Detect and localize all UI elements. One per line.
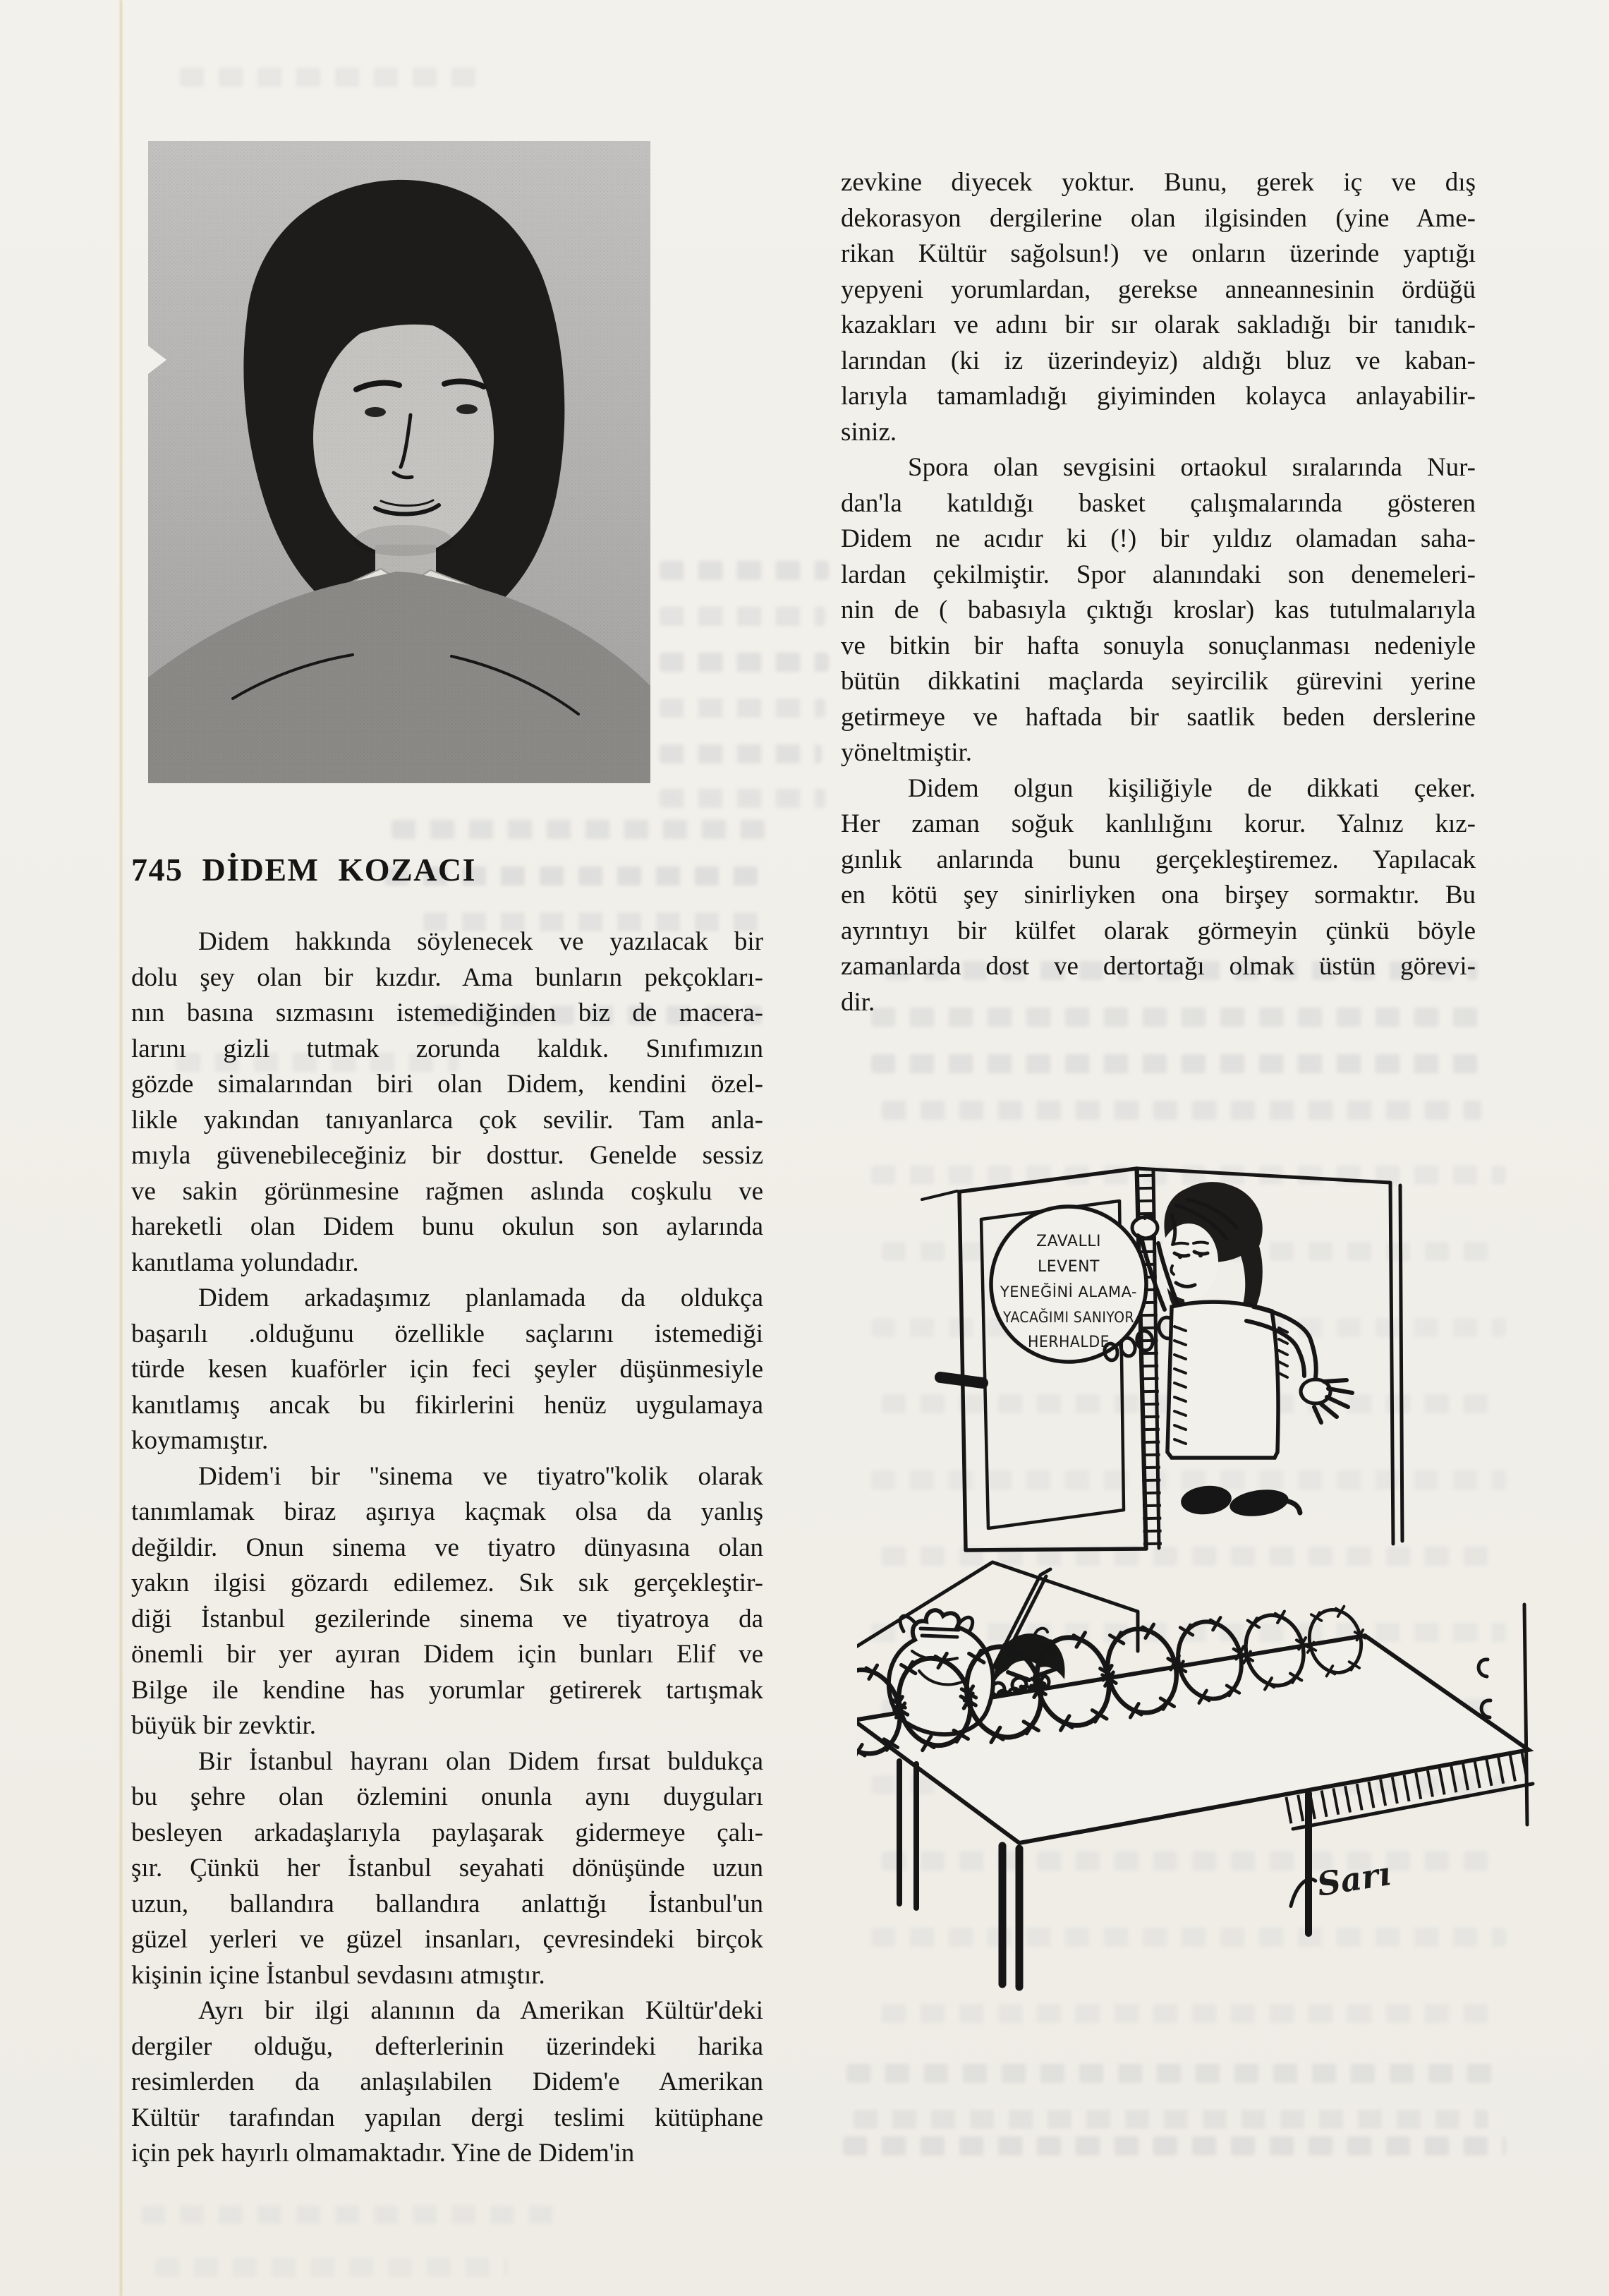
boy-hair-curl (1035, 1629, 1048, 1634)
portrait-photo-drawing (148, 141, 650, 783)
halftone-overlay (148, 141, 650, 783)
text-line: larıyla tamamladığı giyiminden kolayca anlayabilir- (841, 382, 1476, 411)
right-text-column (841, 165, 1476, 1020)
bubble-line-3: YENEĞİNİ ALAMA- (1000, 1283, 1138, 1300)
text-line: larından (ki iz üzerindeyiz) aldığı bluz ve kaban- (841, 346, 1476, 375)
text-line: Ayrı bir ilgi alanının da Amerikan Kültür'deki (198, 1996, 763, 2025)
bleed-through-text (660, 789, 825, 808)
desk-left-legs (899, 1761, 916, 1908)
text-line: önemli bir yer ayıran Didem için bunları Elif ve (131, 1640, 763, 1669)
text-line: yakın ilgisi gözardı edilemez. Sık sık gerçekleştir- (131, 1569, 763, 1597)
text-line: ayrıntıyı bir külfet olarak görmeyin çünkü böyle (841, 916, 1476, 945)
text-line: mıyla güvenebileceğiniz bir dosttur. Genelde sessiz (131, 1141, 763, 1170)
text-line: büyük bir zevktir. (131, 1711, 317, 1740)
text-line: ve bitkin bir hafta sonuyla sonuçlanması nedeniyle (841, 631, 1476, 660)
text-line: başarılı .olduğunu özellikle saçlarını istemediği (131, 1319, 763, 1348)
signature-text: Sarı (1314, 1854, 1394, 1904)
text-line: nin de ( babasıyla çıktığı kroslar) kas tutulmalarıyla (841, 596, 1476, 624)
text-line: getirmeye ve haftada bir saatlik beden derslerine (841, 702, 1476, 732)
text-line: Didem ne acıdır ki (!) bir yıldız olamadan saha- (841, 524, 1476, 553)
cartoon-illustration (857, 1115, 1545, 2046)
paragraph (131, 1993, 763, 2172)
text-line: siniz. (841, 417, 897, 447)
bleed-through-text (660, 744, 822, 763)
girl-left-pupil (1178, 1255, 1182, 1259)
girl-left-shin (1179, 1483, 1233, 1516)
text-line: dolu şey olan bir kızdır. Ama bunların pekçokları- (131, 962, 763, 992)
bleed-through-text (141, 2205, 564, 2224)
text-line: Didem arkadaşımız planlamada da oldukça (198, 1283, 763, 1312)
text-line: en kötü şey sinirliyken ona birşey sormaktır. Bu (841, 881, 1476, 910)
bleed-through-text (843, 2137, 1506, 2156)
text-line: likle yakından tanıyanlarca çok sevilir. Tam anla- (131, 1105, 763, 1135)
girl-foot (1289, 1502, 1300, 1513)
girl-right-pupil (1198, 1253, 1203, 1257)
text-line: resimlerden da anlaşılabilen Didem'e Amerikan (131, 2067, 763, 2096)
text-line: zevkine diyecek yoktur. Bunu, gerek iç ve dış (841, 168, 1476, 197)
text-line: ve sakin görünmesine rağmen aslında coşkulu ve (131, 1176, 763, 1206)
text-line: bu şehre olan özlemini onunla aynı duyguları (131, 1782, 763, 1811)
text-line: dekorasyon dergilerine olan ilgisinden (yine Ame- (841, 203, 1476, 233)
text-line: uzun, ballandıra ballandıra anlattığı İstanbul'un (131, 1889, 763, 1919)
student-portrait-photo (148, 141, 650, 783)
text-line: Bir İstanbul hayranı olan Didem fırsat buldukça (198, 1746, 763, 1776)
text-line: dergiler olduğu, defterlerinin üzerindeki harika (131, 2031, 763, 2061)
paragraph (131, 1281, 763, 1459)
bleed-through-text (846, 2064, 1502, 2083)
text-line: türde kesen kuaförler için feci şeyler düşünmesiyle (131, 1355, 763, 1384)
bubble-line-5: HERHALDE (1028, 1334, 1110, 1351)
text-line: şır. Çünkü her İstanbul seyahati dönüşünde uzun (131, 1854, 763, 1883)
bubble-line-1: ZAVALLI (1036, 1233, 1101, 1250)
bleed-through-text (391, 820, 765, 839)
text-line: yepyeni yorumlardan, gerekse anneannesinin ördüğü (841, 274, 1476, 304)
desk-front-legs (1002, 1846, 1019, 1987)
right-wall-line (1524, 1605, 1527, 1825)
text-line: Didem hakkında söylenecek ve yazılacak bir (198, 927, 763, 956)
bubble-line-4: YACAĞIMI SANIYOR (1003, 1309, 1150, 1326)
bleed-through-text (871, 1054, 1485, 1073)
wall-hooks (1479, 1660, 1490, 1717)
text-line: koymamıştır. (131, 1426, 269, 1455)
desk-fascia-edge (1293, 1784, 1533, 1829)
paragraph (131, 1459, 763, 1744)
text-line: güzel yerleri ve güzel insanları, çevresindeki birçok (131, 1925, 763, 1954)
text-line: tanımlamak biraz aşırıya kaçmak olsa da yanlış (131, 1497, 763, 1526)
left-text-column (131, 924, 763, 2172)
text-line: kazakları ve adını bir sır olarak sakladığı bir tanıdık- (841, 310, 1476, 339)
text-line: kanıtlama yolundadır. (131, 1247, 359, 1277)
paragraph (131, 1744, 763, 1994)
bleed-through-text (180, 68, 483, 87)
paragraph (841, 165, 1476, 450)
text-line: zamanlarda dost ve dertortağı olmak üstün görevi- (841, 952, 1476, 981)
text-line: Didem olgun kişiliğiyle de dikkati çeker. (908, 773, 1476, 803)
page-heading: 745 DİDEM KOZACI (131, 852, 477, 888)
text-line: Bilge ile kendine has yorumlar getirerek tartışmak (131, 1675, 763, 1705)
text-line: diği İstanbul gezilerinde sinema ve tiyatroya da (131, 1604, 763, 1633)
bleed-through-text (660, 607, 825, 626)
text-line: için pek hayırlı olmamaktadır. Yine de Didem'in (131, 2139, 635, 2168)
text-line: besleyen arkadaşlarıyla paylaşarak gidermeye çalı- (131, 1818, 763, 1847)
text-line: dan'la katıldığı basket çalışmalarında gösteren (841, 488, 1476, 518)
text-line: Her zaman soğuk kanlılığını korur. Yalnız kız- (841, 809, 1476, 838)
bleed-through-text (155, 2258, 508, 2277)
girl-figure (1132, 1182, 1352, 1520)
bleed-through-text (660, 561, 829, 580)
text-line: Didem'i bir ''sinema ve tiyatro''kolik olarak (198, 1461, 763, 1491)
door-handle (940, 1377, 983, 1383)
door-scene (922, 1168, 1402, 1550)
text-line: kanıtlamış ancak bu fikirlerini henüz uygulamaya (131, 1390, 763, 1420)
text-line: bütün dikkatini maçlarda seyircilik gürevini yerine (841, 667, 1476, 696)
text-line: rikan Kültür sağolsun!) ve onların üzerinde yaptığı (841, 239, 1476, 268)
paragraph (841, 450, 1476, 771)
bleed-through-text (854, 2110, 1488, 2129)
bleed-through-text (660, 653, 829, 672)
text-line: kişinin içine İstanbul sevdasını atmıştır. (131, 1960, 545, 1990)
text-line: nın basına sızmasını istemediğinden biz de macera- (131, 998, 763, 1027)
paragraph (841, 771, 1476, 1021)
text-line: gözde simalarından biri olan Didem, kendini özel- (131, 1070, 763, 1099)
text-line: gınlık anlarında bunu gerçekleştiremez. Yapılacak (841, 845, 1476, 874)
cartoonist-signature (1285, 1854, 1393, 1908)
desk-scene (857, 1562, 1533, 1987)
text-line: Kültür tarafından yapılan dergi teslimi kütüphane (131, 2103, 763, 2132)
text-line: larını gizli tutmak zorunda kaldık. Sınıfımızın (131, 1034, 763, 1063)
wall-edge-line (922, 1191, 957, 1200)
bleed-through-text (660, 699, 825, 718)
text-line: lardan çekilmiştir. Spor alanındaki son denemeleri- (841, 560, 1476, 589)
paragraph (131, 924, 763, 1281)
bubble-line-2: LEVENT (1037, 1258, 1100, 1276)
text-line: değildir. Onun sinema ve tiyatro dünyasına olan (131, 1533, 763, 1562)
text-line: dir. (841, 987, 875, 1017)
text-line: hareketli olan Didem bunu okulun son aylarında (131, 1212, 763, 1241)
text-line: Spora olan sevgisini ortaokul sıralarında Nur- (908, 453, 1476, 482)
text-line: yöneltmiştir. (841, 738, 973, 767)
girl-thumb (1301, 1386, 1303, 1397)
girl-right-shin (1228, 1486, 1290, 1519)
